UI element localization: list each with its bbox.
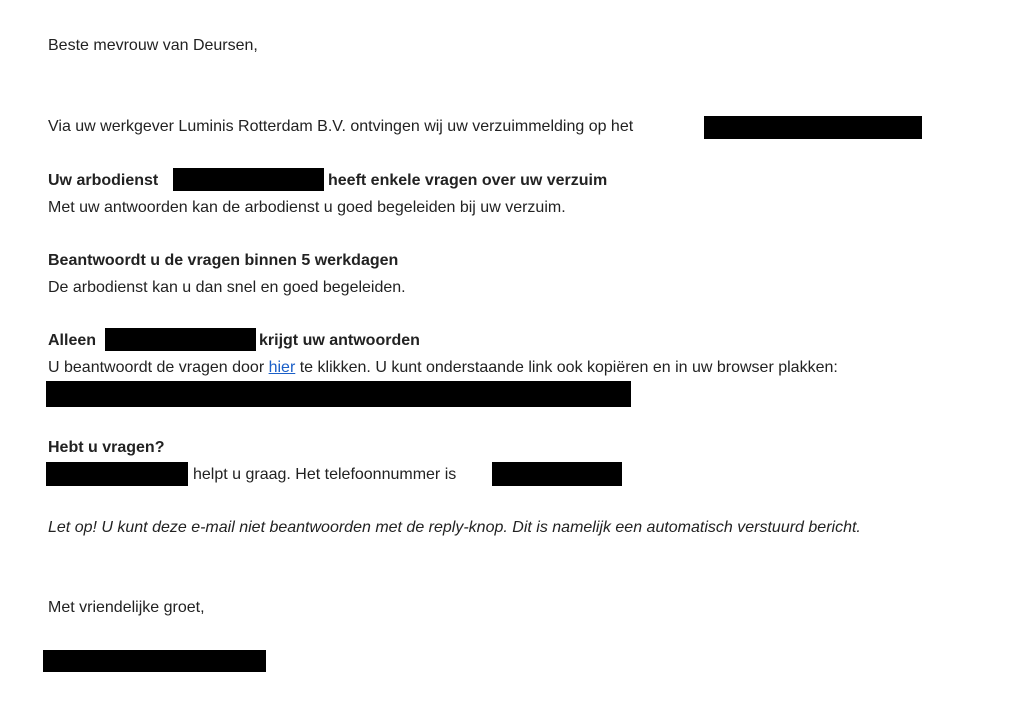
section3-heading-prefix: Alleen — [48, 332, 97, 349]
section1-heading-suffix: heeft enkele vragen over uw verzuim — [328, 172, 608, 189]
section2-heading: Beantwoordt u de vragen binnen 5 werkdagen — [48, 252, 399, 269]
section3-heading-suffix: krijgt uw antwoorden — [259, 332, 420, 349]
redacted-arbodienst-name — [173, 168, 324, 191]
answer-questions-link[interactable]: hier — [268, 359, 296, 376]
redacted-url — [46, 381, 631, 407]
section2-body: De arbodienst kan u dan snel en goed begeleiden. — [48, 279, 406, 296]
redacted-contact-name — [46, 462, 188, 486]
section3-body-suffix: te klikken. U kunt onderstaande link ook kopiëren en in uw browser plakken: — [299, 359, 838, 376]
section1-body: Met uw antwoorden kan de arbodienst u goed begeleiden bij uw verzuim. — [48, 199, 566, 216]
section4-heading: Hebt u vragen? — [48, 439, 165, 456]
section3-body-prefix: U beantwoordt de vragen door — [48, 359, 265, 376]
email-closing: Met vriendelijke groet, — [48, 599, 205, 616]
email-greeting: Beste mevrouw van Deursen, — [48, 37, 258, 54]
automated-notice: Let op! U kunt deze e-mail niet beantwoorden met de reply-knop. Dit is namelijk een automatisch verstuurd bericht. — [48, 519, 861, 536]
redacted-date — [704, 116, 922, 139]
email-intro — [48, 117, 633, 137]
section3-body — [48, 358, 838, 378]
redacted-signature — [43, 650, 266, 672]
section1-heading — [48, 171, 158, 191]
section1-heading-prefix: Uw arbodienst — [48, 172, 159, 189]
redacted-recipient-name — [105, 328, 256, 351]
intro-text: Via uw werkgever Luminis Rotterdam B.V. ontvingen wij uw verzuimmelding op het — [48, 118, 634, 135]
redacted-phone-number — [492, 462, 622, 486]
section4-body-middle: helpt u graag. Het telefoonnummer is — [193, 466, 457, 483]
